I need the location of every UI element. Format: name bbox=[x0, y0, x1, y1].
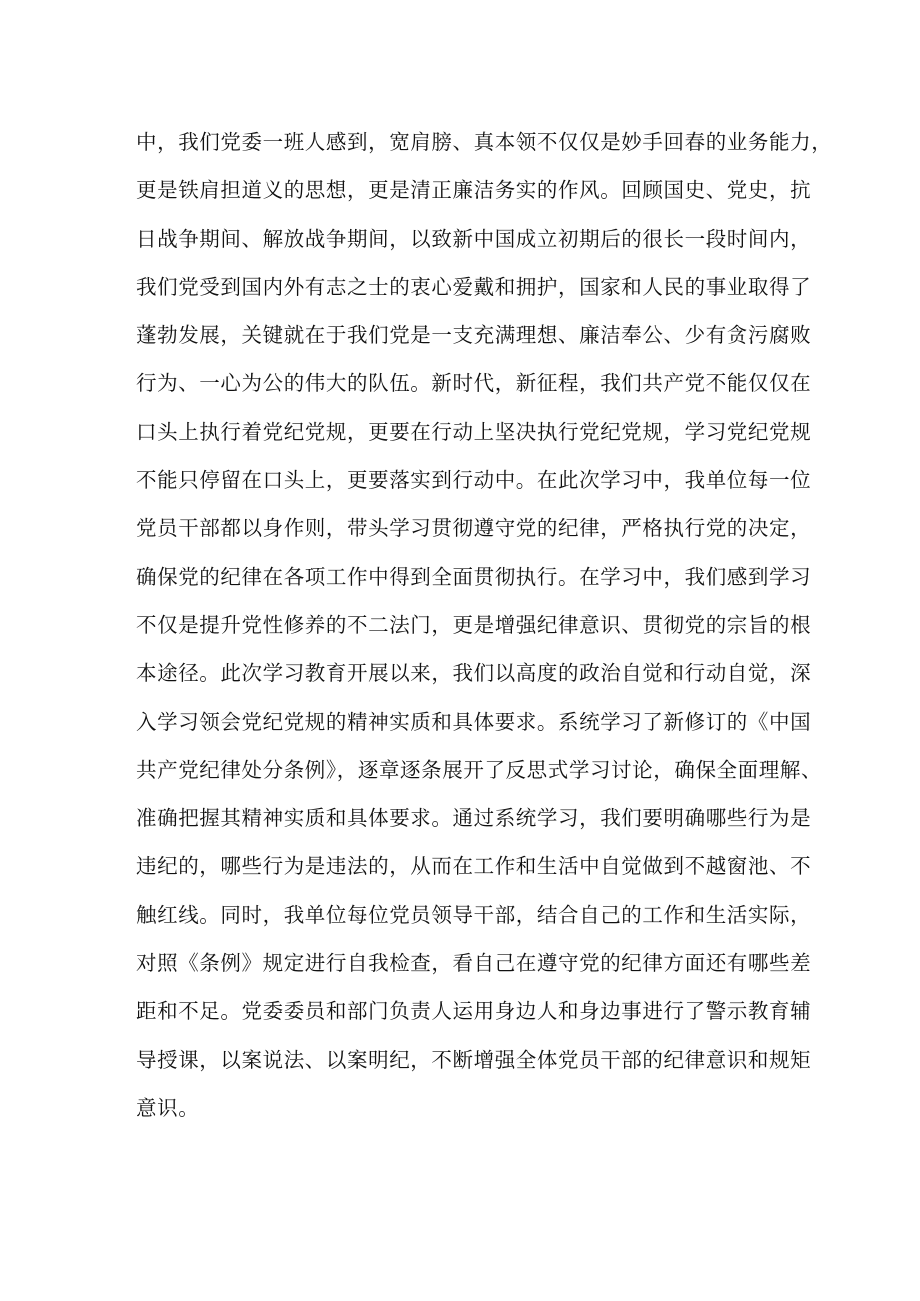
text-line: 不能只停留在口头上，更要落实到行动中。在此次学习中，我单位每一位 bbox=[136, 468, 812, 493]
text-line: 行为、一心为公的伟大的队伍。新时代，新征程，我们共产党不能仅仅在 bbox=[136, 371, 812, 396]
text-line-last: 意识。 bbox=[136, 1095, 200, 1120]
text-line: 中，我们党委一班人感到，宽肩膀、真本领不仅仅是妙手回春的业务能力， bbox=[136, 130, 833, 154]
text-line: 更是铁肩担道义的思想，更是清正廉洁务实的作风。回顾国史、党史，抗 bbox=[136, 178, 812, 203]
text-line: 触红线。同时，我单位每位党员领导干部，结合自己的工作和生活实际， bbox=[136, 902, 812, 927]
text-line: 我们党受到国内外有志之士的衷心爱戴和拥护，国家和人民的事业取得了 bbox=[136, 274, 812, 299]
text-line: 日战争期间、解放战争期间，以致新中国成立初期后的很长一段时间内， bbox=[136, 226, 812, 251]
text-line: 准确把握其精神实质和具体要求。通过系统学习，我们要明确哪些行为是 bbox=[136, 806, 812, 831]
text-line: 违纪的，哪些行为是违法的，从而在工作和生活中自觉做到不越窗池、不 bbox=[136, 854, 812, 879]
text-line: 党员干部都以身作则，带头学习贯彻遵守党的纪律，严格执行党的决定， bbox=[136, 516, 812, 541]
text-line: 导授课，以案说法、以案明纪，不断增强全体党员干部的纪律意识和规矩 bbox=[136, 1047, 812, 1072]
text-line: 入学习领会党纪党规的精神实质和具体要求。系统学习了新修订的《中国 bbox=[136, 709, 812, 734]
text-line: 距和不足。党委委员和部门负责人运用身边人和身边事进行了警示教育辅 bbox=[136, 999, 812, 1024]
text-line: 共产党纪律处分条例》，逐章逐条展开了反思式学习讨论，确保全面理解、 bbox=[136, 757, 823, 782]
text-line: 确保党的纪律在各项工作中得到全面贯彻执行。在学习中，我们感到学习 bbox=[136, 564, 812, 589]
text-line: 蓬勃发展，关键就在于我们党是一支充满理想、廉洁奉公、少有贪污腐败 bbox=[136, 323, 812, 348]
text-line: 对照《条例》规定进行自我检查，看自己在遵守党的纪律方面还有哪些差 bbox=[136, 951, 812, 976]
text-line: 不仅是提升党性修养的不二法门，更是增强纪律意识、贯彻党的宗旨的根 bbox=[136, 612, 812, 637]
body-paragraph bbox=[136, 118, 833, 1132]
text-line: 本途径。此次学习教育开展以来，我们以高度的政治自觉和行动自觉，深 bbox=[136, 661, 812, 686]
text-line: 口头上执行着党纪党规，更要在行动上坚决执行党纪党规，学习党纪党规 bbox=[136, 419, 812, 444]
